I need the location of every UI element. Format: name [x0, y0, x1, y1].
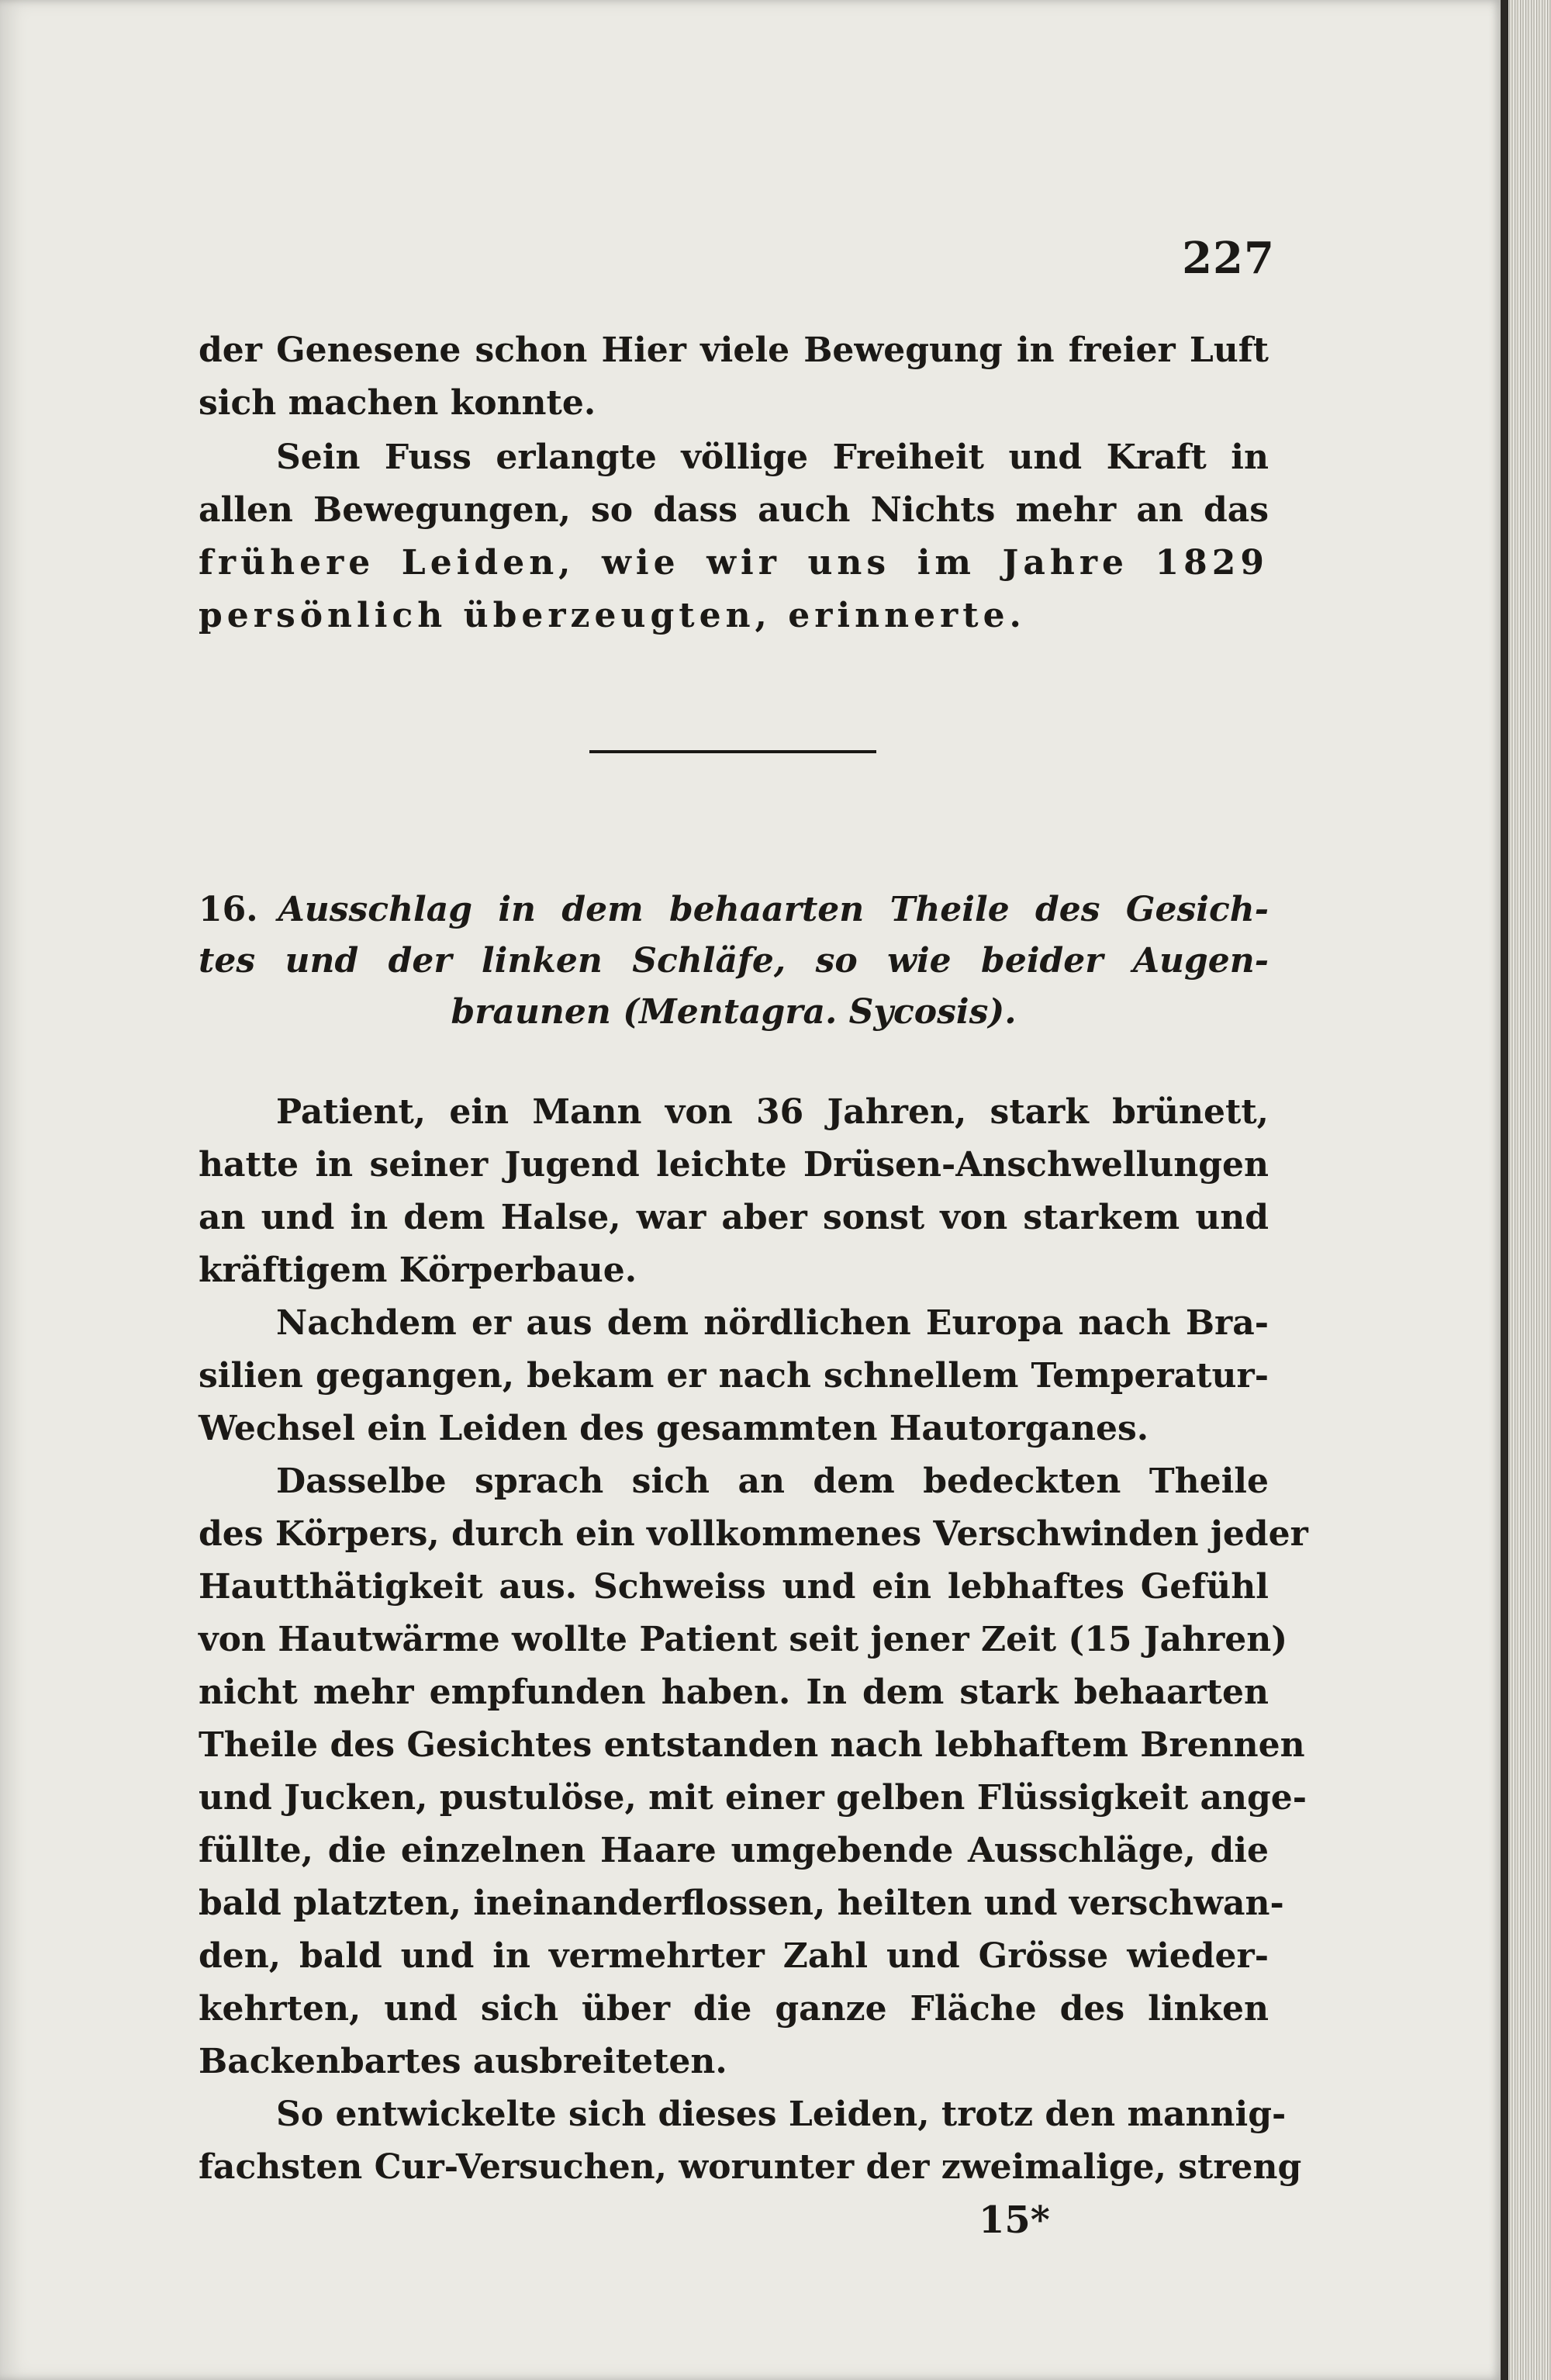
text-line: Theile des Gesichtes entstanden nach lebhaftem Brennen — [199, 1725, 1305, 1765]
page-number: 227 — [1182, 233, 1275, 284]
text-line: von Hautwärme wollte Patient seit jener Zeit (15 Jahren) — [199, 1620, 1288, 1659]
text-line: allen Bewegungen, so dass auch Nichts mehr an das — [199, 490, 1269, 530]
text-line: Wechsel ein Leiden des gesammten Hautorganes. — [199, 1409, 1149, 1448]
text-line: nicht mehr empfunden haben. In dem stark behaarten — [199, 1673, 1269, 1712]
section-divider — [589, 750, 876, 753]
text-line: an und in dem Halse, war aber sonst von starkem und — [199, 1198, 1269, 1237]
paragraph-patient — [199, 1086, 1269, 1297]
text-line: Hautthätigkeit aus. Schweiss und ein lebhaftes Gefühl — [199, 1567, 1269, 1607]
text-line: Sein Fuss erlangte völlige Freiheit und Kraft in — [276, 438, 1269, 477]
text-line: den, bald und in vermehrter Zahl und Grösse wieder- — [199, 1936, 1269, 1976]
heading-line — [199, 884, 1269, 936]
page-fore-edge — [1501, 0, 1551, 2380]
text-line: kehrten, und sich über die ganze Fläche des linken — [199, 1989, 1269, 2029]
signature-mark: 15* — [979, 2198, 1050, 2242]
text-line: bald platzten, ineinanderflossen, heilten und verschwan- — [199, 1884, 1284, 1923]
text-line: kräftigem Körperbaue. — [199, 1251, 637, 1290]
text-line: füllte, die einzelnen Haare umgebende Ausschläge, die — [199, 1831, 1269, 1870]
text-line: fachsten Cur-Versuchen, worunter der zweimalige, streng — [199, 2147, 1302, 2187]
text-line: und Jucken, pustulöse, mit einer gelben Flüssigkeit ange- — [199, 1778, 1307, 1818]
text-line: Backenbartes ausbreiteten. — [199, 2042, 727, 2081]
text-line: frühere Leiden, wie wir uns im Jahre 1829 — [199, 543, 1269, 583]
text-line: des Körpers, durch ein vollkommenes Verschwinden jeder — [199, 1514, 1308, 1554]
text-line: silien gegangen, bekam er nach schnellem Temperatur- — [199, 1356, 1269, 1396]
text-line: sich machen konnte. — [199, 383, 596, 423]
paragraph-brazil — [199, 1297, 1269, 1455]
text-line: hatte in seiner Jugend leichte Drüsen-Anschwellungen — [199, 1145, 1269, 1185]
paragraph-continuation — [199, 324, 1269, 430]
heading-text: Ausschlag in dem behaarten Theile des Gesich- — [278, 890, 1269, 929]
paragraph-symptoms — [199, 1455, 1308, 2088]
section-number: 16. — [199, 890, 258, 929]
text-line: persönlich überzeugten, erinnerte. — [199, 596, 1026, 635]
heading-line: tes und der linken Schläfe, so wie beider Augen- — [199, 941, 1269, 981]
paragraph-recovery — [199, 431, 1269, 642]
section-heading — [199, 884, 1269, 1038]
text-line: Patient, ein Mann von 36 Jahren, stark brünett, — [276, 1092, 1269, 1132]
text-line: der Genesene schon Hier viele Bewegung in freier Luft — [199, 330, 1269, 370]
heading-line: braunen (Mentagra. Sycosis). — [451, 992, 1017, 1032]
text-line: Dasselbe sprach sich an dem bedeckten Theile — [276, 1462, 1269, 1501]
text-line: Nachdem er aus dem nördlichen Europa nach Bra- — [276, 1303, 1269, 1343]
text-line: So entwickelte sich dieses Leiden, trotz den mannig- — [276, 2095, 1287, 2134]
paragraph-treatment — [199, 2088, 1302, 2194]
